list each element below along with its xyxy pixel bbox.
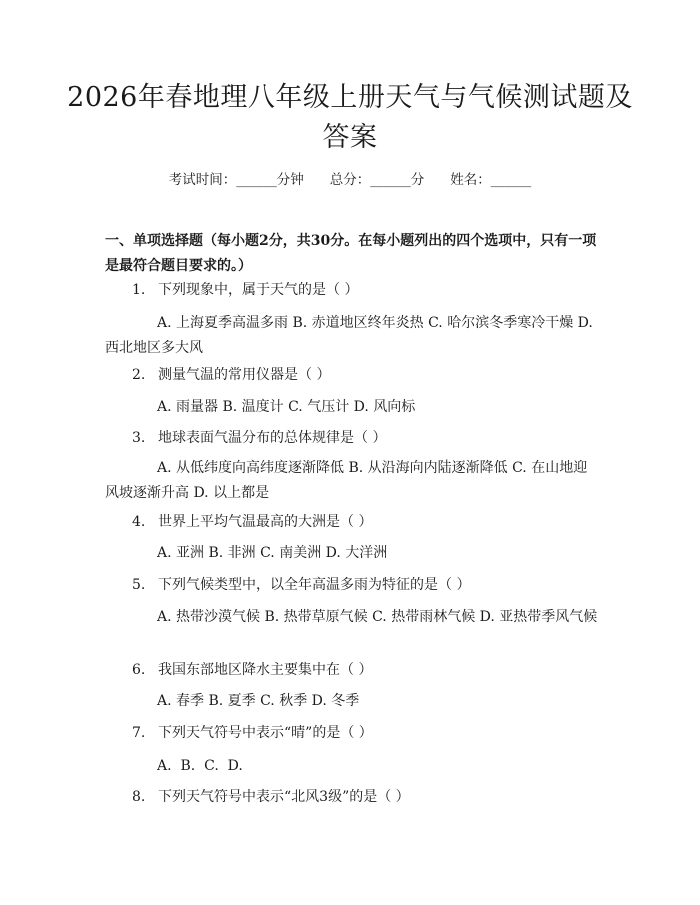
question-text: 我国东部地区降水主要集中在（ ）	[158, 662, 373, 678]
question-4	[132, 511, 372, 533]
question-4-options: A. 亚洲 B. 非洲 C. 南美洲 D. 大洋洲	[157, 545, 388, 561]
question-7	[132, 722, 373, 744]
question-1-options: A. 上海夏季高温多雨 B. 赤道地区终年炎热 C. 哈尔滨冬季寒冷干燥 D. 西北地区多大风	[105, 315, 593, 356]
question-number: 6.	[132, 662, 146, 678]
question-text: 下列现象中，属于天气的是（ ）	[158, 282, 359, 298]
question-3-options: A. 从低纬度向高纬度逐渐降低 B. 从沿海向内陆逐渐降低 C. 在山地迎风坡逐渐升高 D. 以上都是	[105, 460, 588, 501]
question-text: 地球表面气温分布的总体规律是（ ）	[158, 430, 387, 446]
question-5	[132, 574, 470, 596]
question-2	[132, 364, 330, 386]
question-number: 5.	[132, 577, 146, 593]
question-text: 下列天气符号中表示“晴”的是（ ）	[158, 725, 373, 741]
question-3	[132, 427, 386, 449]
question-5-options: A. 热带沙漠气候 B. 热带草原气候 C. 热带雨林气候 D. 亚热带季风气候	[157, 609, 598, 625]
question-6-options: A. 春季 B. 夏季 C. 秋季 D. 冬季	[157, 693, 360, 709]
document-title: 2026年春地理八年级上册天气与气候测试题及答案	[67, 82, 633, 153]
exam-meta	[0, 168, 700, 188]
name-field: 姓名：______	[450, 172, 532, 188]
question-number: 3.	[132, 430, 146, 446]
total-score-field: 总分：______分	[329, 172, 425, 188]
question-number: 1.	[132, 282, 146, 298]
question-text: 下列天气符号中表示“北风3级”的是（ ）	[158, 789, 410, 805]
question-1	[132, 279, 358, 301]
question-number: 2.	[132, 367, 146, 383]
question-text: 世界上平均气温最高的大洲是（ ）	[158, 514, 373, 530]
question-number: 8.	[132, 789, 146, 805]
question-number: 4.	[132, 514, 146, 530]
question-2-options: A. 雨量器 B. 温度计 C. 气压计 D. 风向标	[157, 399, 416, 415]
section-heading: 一、单项选择题（每小题2分，共30分。在每小题列出的四个选项中，只有一项是最符合题目要求的。）	[105, 233, 597, 274]
question-6	[132, 659, 372, 681]
question-text: 下列气候类型中，以全年高温多雨为特征的是（ ）	[158, 577, 471, 593]
exam-time-field: 考试时间：______分钟	[168, 172, 304, 188]
question-number: 7.	[132, 725, 146, 741]
question-7-options: A. B. C. D.	[157, 758, 243, 774]
question-8	[132, 786, 410, 808]
question-text: 测量气温的常用仪器是（ ）	[158, 367, 331, 383]
